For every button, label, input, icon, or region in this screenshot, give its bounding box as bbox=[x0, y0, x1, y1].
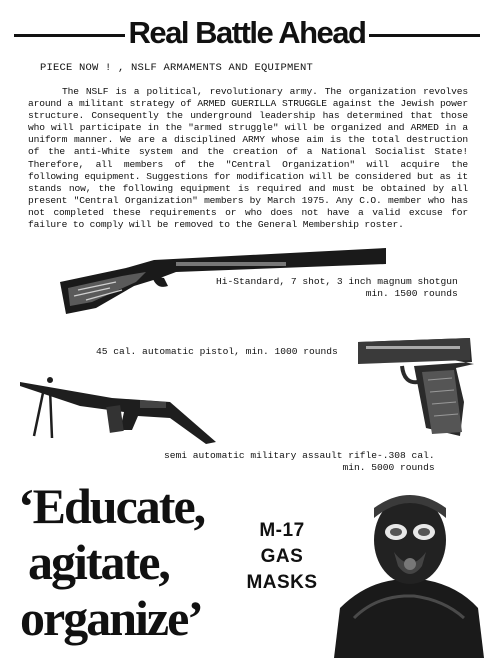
gas-mask-label-line1: M-17 bbox=[259, 520, 305, 541]
body-text: The NSLF is a political, revolutionary army. The organization revolves around a militant strategy of ARMED GUERILLA STRUGGLE against the Jewish power structure. Consequently the underground leadership has determined that those who will participate in the "armed struggle" will be organized and ARMED in a uniform manner. We are a disciplined ARMY whose aim is the total destruction of the anti-White system and the creation of a National Socialist State! Therefore, all members of the "Central Organization" will acquire the following equipment. Suggestions for modification will be considered but as it stands now, the following equipment is required and must be obtained by all present "Central Organization" members by March 1975. Any C.O. member who has not completed these requirements or who does not have a valid excuse for failure to comply will be removed to the General Membership roster. bbox=[28, 86, 468, 231]
rifle-image bbox=[20, 372, 220, 446]
headline-banner bbox=[14, 10, 480, 56]
slogan-line-2: agitate, bbox=[28, 534, 169, 590]
page-title-text: Real Battle Ahead bbox=[125, 15, 370, 50]
slogan-line-1: ‘Educate, bbox=[18, 478, 205, 534]
pistol-image bbox=[352, 332, 478, 440]
gas-mask-label-line2: GAS bbox=[260, 546, 304, 567]
slogan-line-3: organize’ bbox=[20, 590, 202, 646]
gas-mask-image bbox=[334, 488, 484, 658]
body-paragraph bbox=[28, 86, 468, 231]
gas-mask-label bbox=[232, 518, 332, 596]
rifle-caption-line1: semi automatic military assault rifle-.308 cal. bbox=[164, 450, 435, 461]
pistol-caption-line1: 45 cal. automatic pistol, min. 1000 rounds bbox=[96, 346, 338, 357]
page-title bbox=[14, 10, 480, 56]
shotgun-caption-line2: min. 1500 rounds bbox=[365, 288, 458, 299]
section-heading: PIECE NOW ! , NSLF ARMAMENTS AND EQUIPMENT bbox=[40, 62, 314, 74]
pistol-caption bbox=[96, 346, 338, 358]
rifle-caption bbox=[164, 450, 435, 474]
rifle-caption-line2: min. 5000 rounds bbox=[342, 462, 435, 473]
shotgun-caption-line1: Hi-Standard, 7 shot, 3 inch magnum shotgun bbox=[216, 276, 458, 287]
gas-mask-label-line3: MASKS bbox=[246, 572, 318, 593]
shotgun-caption bbox=[216, 276, 458, 300]
slogan bbox=[18, 478, 204, 646]
